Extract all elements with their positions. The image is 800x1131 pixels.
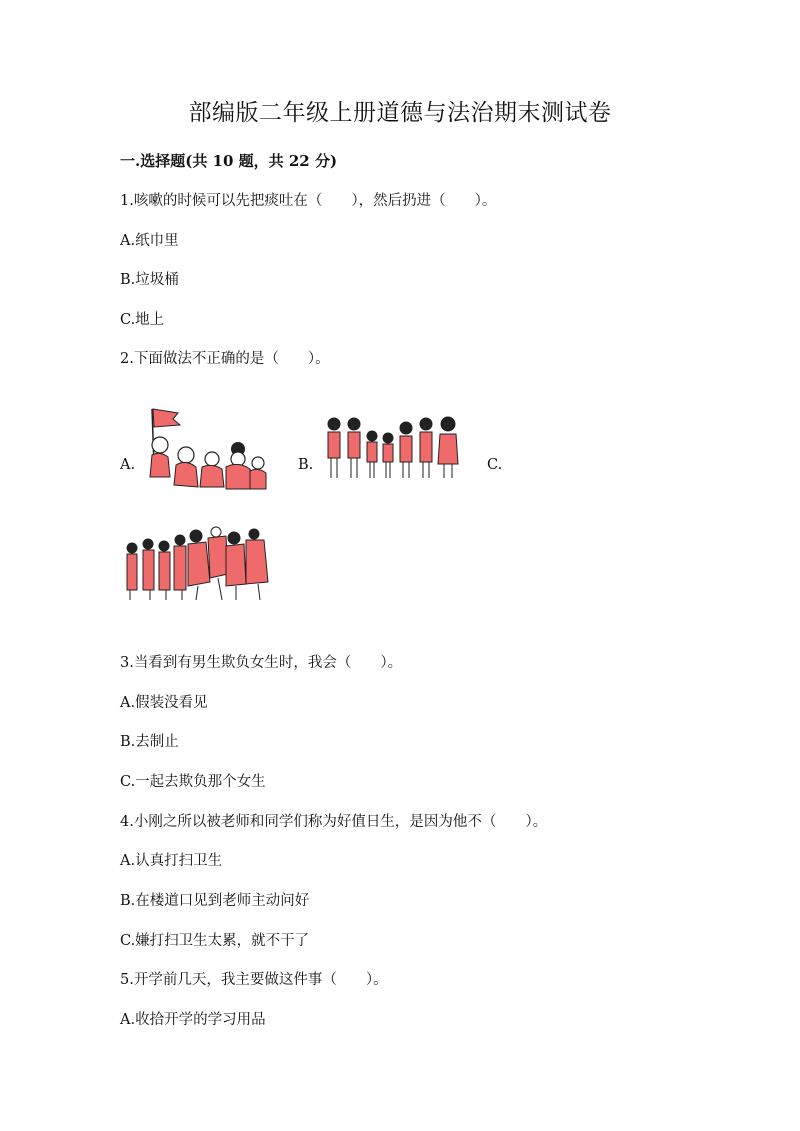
section-heading: 一.选择题(共 10 题，共 22 分) (120, 152, 338, 170)
question-2-option-b-label: B. (298, 457, 314, 473)
question-5-stem: 5.开学前几天，我主要做这件事（ ）。 (120, 972, 388, 988)
question-4-option-b: B.在楼道口见到老师主动问好 (120, 893, 310, 909)
question-3-option-c: C.一起去欺负那个女生 (120, 774, 266, 790)
question-4-stem: 4.小刚之所以被老师和同学们称为好值日生，是因为他不（ ）。 (120, 814, 548, 830)
question-4-option-c: C.嫌打扫卫生太累，就不干了 (120, 933, 310, 949)
question-2-option-c-label: C. (487, 457, 503, 473)
question-2-option-a-label: A. (120, 457, 136, 473)
question-5-option-a: A.收拾开学的学习用品 (120, 1012, 266, 1028)
question-3-stem: 3.当看到有男生欺负女生时，我会（ ）。 (120, 655, 403, 671)
question-3-option-b: B.去制止 (120, 734, 179, 750)
question-1-option-a: A.纸巾里 (120, 233, 179, 249)
flag-parade-illustration (140, 405, 270, 493)
question-2-stem: 2.下面做法不正确的是（ ）。 (120, 351, 330, 367)
crowd-pushing-illustration (122, 522, 274, 604)
queue-illustration (322, 412, 462, 484)
question-1-option-c: C.地上 (120, 312, 165, 328)
question-3-option-a: A.假装没看见 (120, 695, 208, 711)
question-1-option-b: B.垃圾桶 (120, 272, 179, 288)
question-4-option-a: A.认真打扫卫生 (120, 853, 223, 869)
page-title: 部编版二年级上册道德与法治期末测试卷 (188, 100, 612, 126)
question-1-stem: 1.咳嗽的时候可以先把痰吐在（ ），然后扔进（ ）。 (120, 193, 497, 209)
